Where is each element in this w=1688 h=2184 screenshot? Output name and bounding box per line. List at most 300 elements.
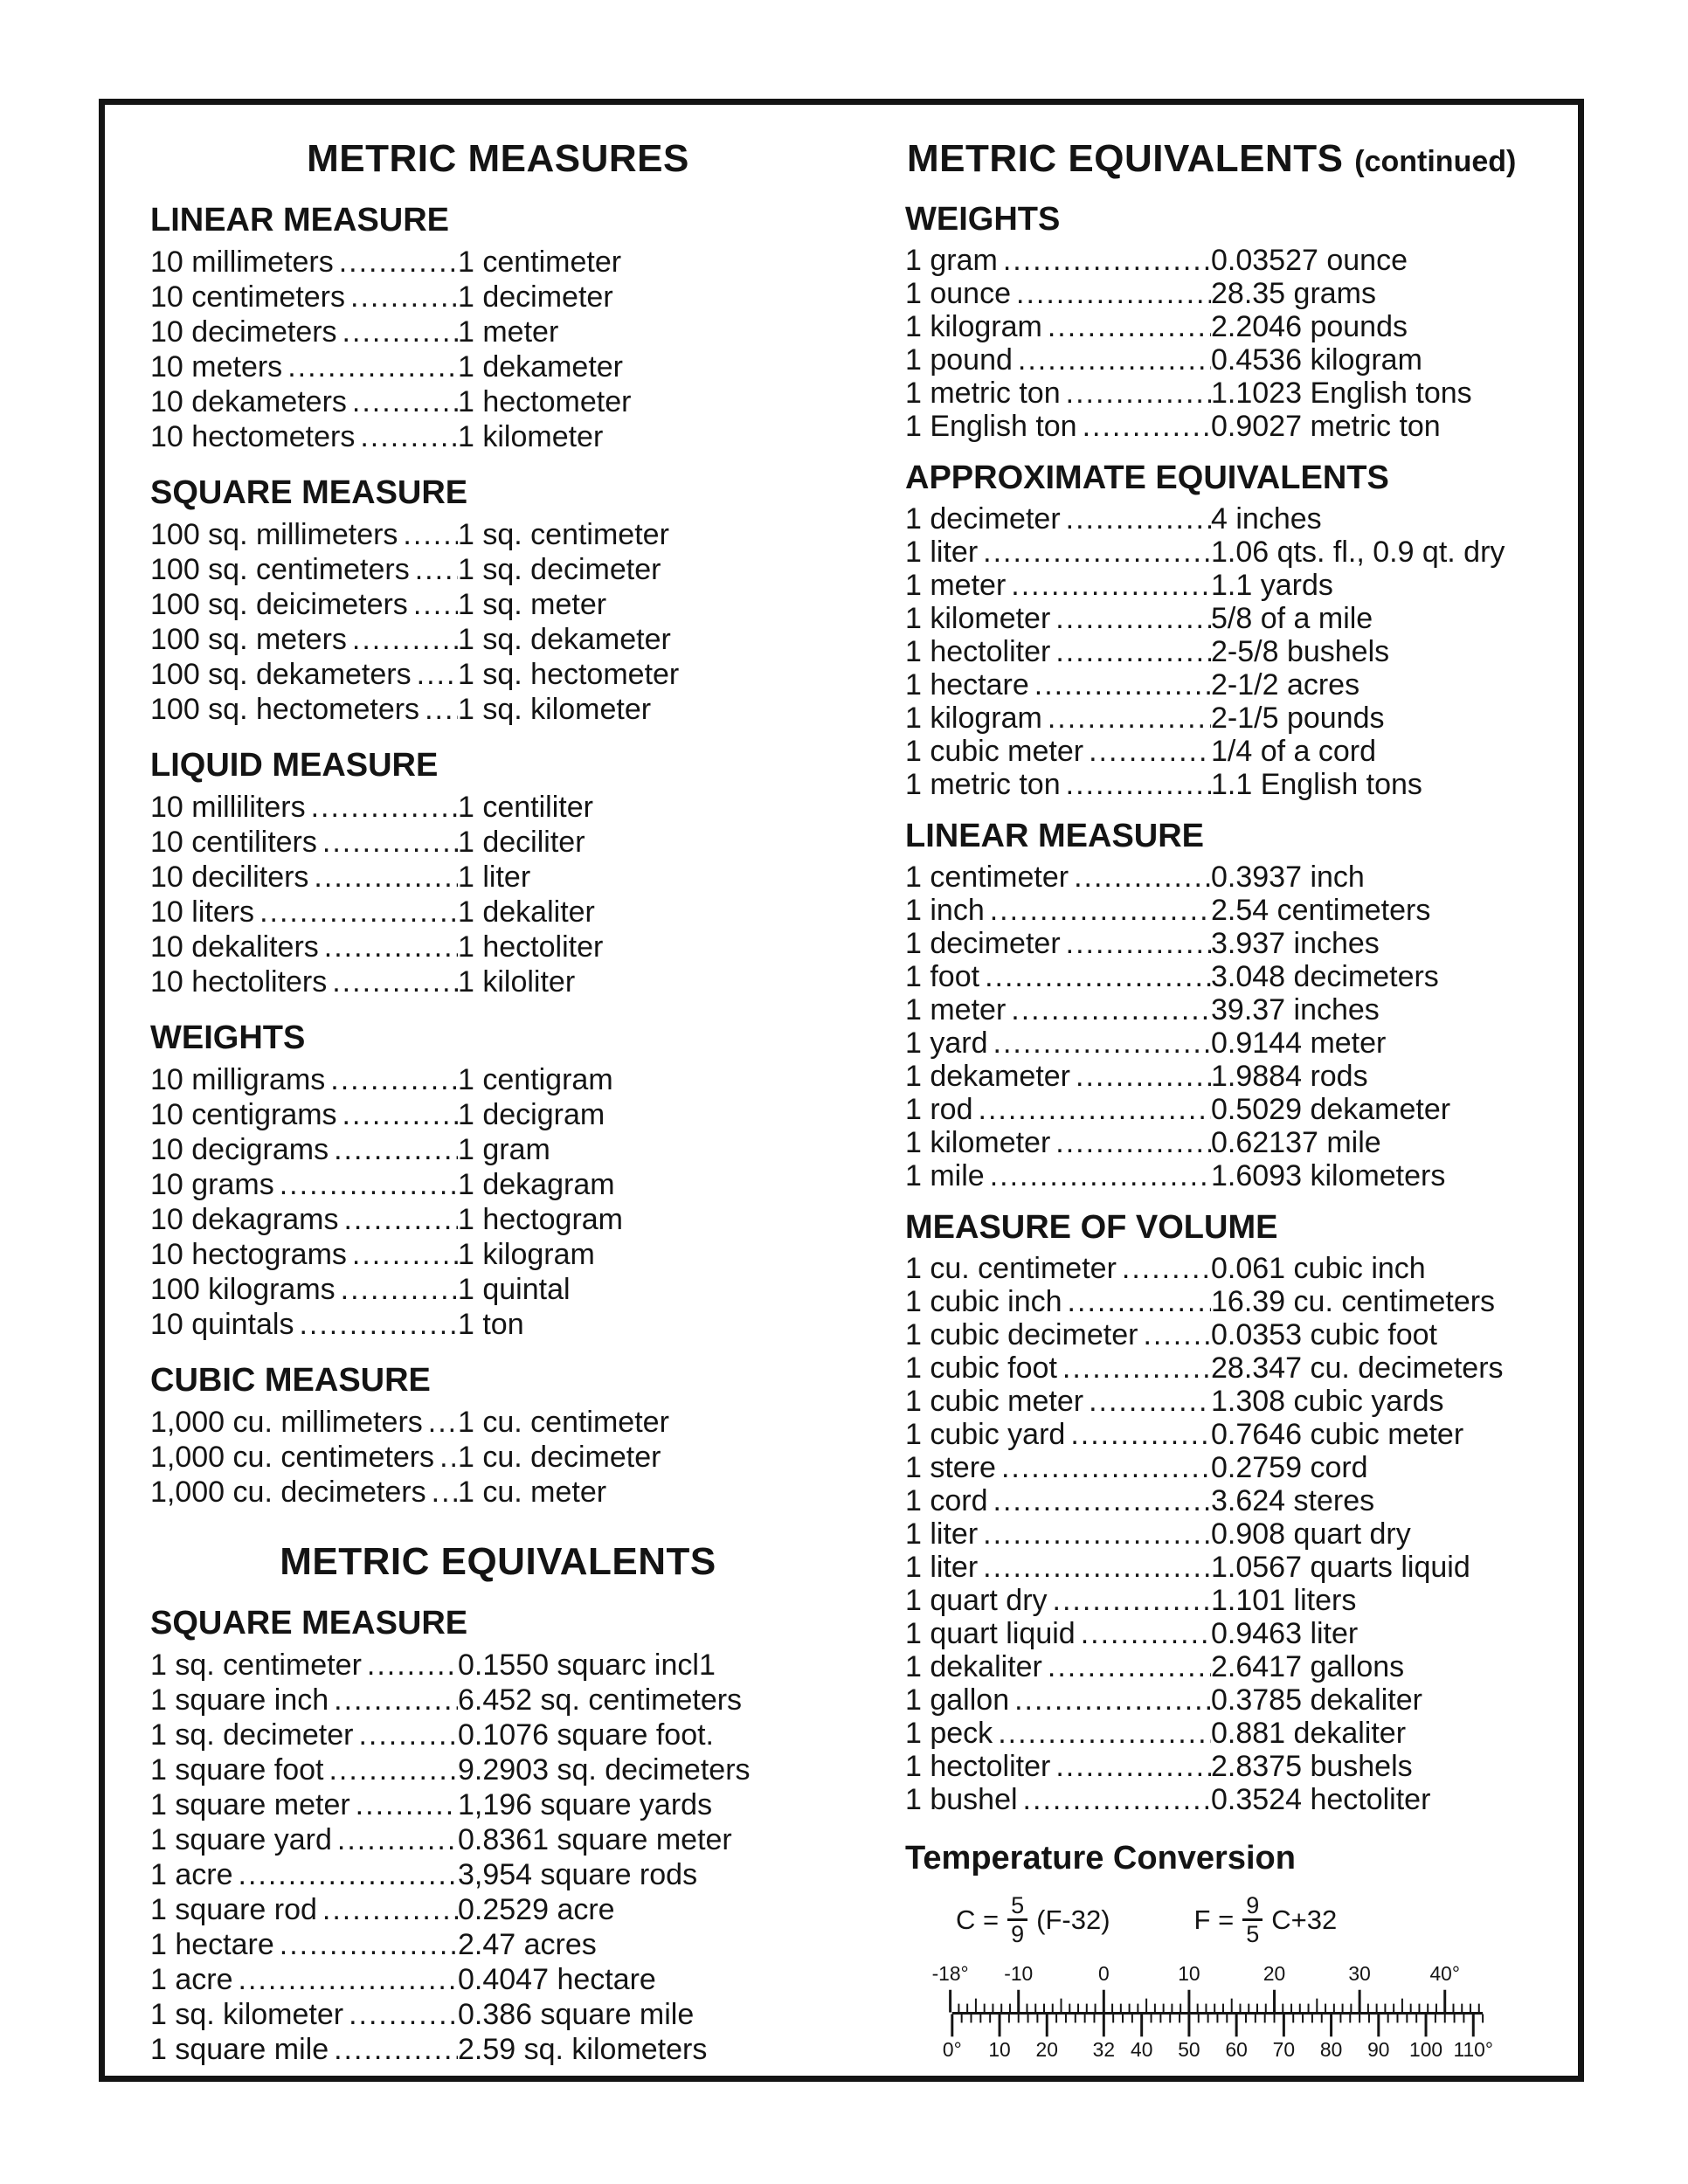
measure-label: 10 decimeters bbox=[150, 315, 337, 349]
measure-value: 1 kilogram bbox=[458, 1238, 595, 1271]
dot-leader bbox=[1055, 1750, 1211, 1783]
svg-text:50: 50 bbox=[1178, 2037, 1200, 2061]
measure-label: 1 pound bbox=[905, 343, 1013, 377]
dot-leader bbox=[1070, 1418, 1211, 1451]
measure-row bbox=[150, 1683, 846, 1717]
measure-value: 3.048 decimeters bbox=[1211, 960, 1439, 993]
measure-label-zone bbox=[150, 552, 458, 587]
measure-label-zone bbox=[905, 1159, 1211, 1192]
measure-label-zone bbox=[905, 635, 1211, 668]
measure-label: 1 mile bbox=[905, 1159, 985, 1192]
fahrenheit-formula-fraction bbox=[1242, 1893, 1263, 1947]
measure-value: 1 dekaliter bbox=[458, 895, 595, 929]
measure-label: 1 cubic inch bbox=[905, 1285, 1062, 1318]
measure-label: 1 kilometer bbox=[905, 1126, 1051, 1159]
measure-label: 1 dekaliter bbox=[905, 1650, 1042, 1683]
measure-label-zone bbox=[150, 1132, 458, 1167]
dot-leader bbox=[1122, 1252, 1211, 1285]
measure-row bbox=[150, 1307, 846, 1342]
measure-label-zone bbox=[150, 314, 458, 349]
dot-leader bbox=[1053, 1584, 1211, 1617]
measure-label: 1 sq. kilometer bbox=[150, 1998, 344, 2031]
measure-value: 3,954 square rods bbox=[458, 1858, 698, 1891]
dot-leader bbox=[1083, 410, 1211, 443]
measure-value: 1 hectogram bbox=[458, 1203, 623, 1236]
measure-label: 10 decigrams bbox=[150, 1133, 329, 1166]
measure-label: 10 milligrams bbox=[150, 1063, 326, 1096]
dot-leader bbox=[1055, 635, 1211, 668]
dot-leader bbox=[339, 245, 458, 280]
measure-row bbox=[150, 790, 846, 825]
measure-row bbox=[905, 1126, 1585, 1159]
dot-leader bbox=[332, 964, 458, 999]
measure-label-zone bbox=[150, 1475, 458, 1510]
temperature-formulas bbox=[956, 1893, 1585, 1947]
metric-equivalents-continued-title bbox=[907, 136, 1585, 184]
measure-label: 1 liter bbox=[905, 1551, 979, 1584]
measure-label-zone bbox=[150, 1237, 458, 1272]
metric-equivalents-continued-text: METRIC EQUIVALENTS bbox=[907, 137, 1344, 180]
measure-label: 1 square yard bbox=[150, 1823, 332, 1856]
measure-value: 0.5029 dekameter bbox=[1211, 1093, 1451, 1126]
measure-value: 0.4536 kilogram bbox=[1211, 343, 1422, 377]
measure-value: 2.59 sq. kilometers bbox=[458, 2033, 708, 2066]
svg-text:60: 60 bbox=[1225, 2037, 1248, 2061]
square-measure-rows bbox=[150, 517, 846, 727]
measure-label: 10 dekameters bbox=[150, 385, 347, 418]
measure-label-zone bbox=[905, 536, 1211, 569]
measure-value: 1.0567 quarts liquid bbox=[1211, 1551, 1470, 1584]
dot-leader bbox=[1048, 310, 1211, 343]
measure-label-zone bbox=[905, 1385, 1211, 1418]
measure-label: 100 sq. hectometers bbox=[150, 693, 420, 726]
measure-of-volume-rows bbox=[905, 1252, 1585, 1816]
weights-equivalents-rows bbox=[905, 244, 1585, 443]
measure-label-zone bbox=[150, 1752, 458, 1787]
measure-row bbox=[150, 1927, 846, 1962]
measure-label-zone bbox=[905, 410, 1211, 443]
measure-label: 1 dekameter bbox=[905, 1060, 1070, 1093]
dot-leader bbox=[1066, 768, 1211, 801]
measure-label-zone bbox=[150, 1440, 458, 1475]
heading-linear-measure: LINEAR MEASURE bbox=[150, 202, 450, 238]
svg-text:110°: 110° bbox=[1453, 2037, 1494, 2061]
heading-liquid-measure: LIQUID MEASURE bbox=[150, 747, 439, 784]
measure-value: 0.9027 metric ton bbox=[1211, 410, 1441, 443]
measure-label-zone bbox=[905, 1584, 1211, 1617]
liquid-measure-rows bbox=[150, 790, 846, 999]
measure-row bbox=[905, 410, 1585, 443]
measure-row bbox=[905, 1318, 1585, 1351]
measure-label-zone bbox=[905, 1783, 1211, 1816]
measure-label: 1 square inch bbox=[150, 1683, 329, 1717]
measure-row bbox=[150, 1822, 846, 1857]
measure-label-zone bbox=[905, 668, 1211, 702]
measure-label-zone bbox=[150, 1167, 458, 1202]
svg-text:-10: -10 bbox=[1004, 1961, 1034, 1985]
dot-leader bbox=[403, 517, 458, 552]
measure-label-zone bbox=[905, 1551, 1211, 1584]
celsius-formula-fraction bbox=[1007, 1893, 1027, 1947]
dot-leader bbox=[1076, 1060, 1211, 1093]
measure-label-zone bbox=[150, 930, 458, 964]
dot-leader bbox=[1066, 377, 1211, 410]
measure-label-zone bbox=[150, 1648, 458, 1683]
measure-value: 1 decimeter bbox=[458, 280, 613, 314]
measure-label-zone bbox=[150, 895, 458, 930]
dot-leader bbox=[1066, 927, 1211, 960]
measure-label-zone bbox=[150, 2032, 458, 2067]
measure-label: 10 hectoliters bbox=[150, 965, 328, 999]
measure-row bbox=[905, 1517, 1585, 1551]
measure-row bbox=[905, 1418, 1585, 1451]
measure-label: 100 sq. centimeters bbox=[150, 553, 410, 586]
measure-label: 10 deciliters bbox=[150, 860, 309, 894]
svg-text:100: 100 bbox=[1409, 2037, 1443, 2061]
measure-value: 0.1076 square foot. bbox=[458, 1718, 715, 1752]
fahrenheit-formula-rhs: C+32 bbox=[1271, 1904, 1338, 1935]
measure-row bbox=[150, 280, 846, 314]
measure-row bbox=[150, 860, 846, 895]
measure-value: 0.2759 cord bbox=[1211, 1451, 1368, 1484]
measure-label: 100 kilograms bbox=[150, 1273, 336, 1306]
measure-label: 1 centimeter bbox=[905, 860, 1069, 894]
measure-row bbox=[905, 1060, 1585, 1093]
measure-value: 1.06 qts. fl., 0.9 qt. dry bbox=[1211, 536, 1505, 569]
measure-label: 1 gram bbox=[905, 244, 998, 277]
measure-label: 1 metric ton bbox=[905, 377, 1061, 410]
dot-leader bbox=[417, 657, 458, 692]
measure-row bbox=[150, 1717, 846, 1752]
dot-leader bbox=[337, 1822, 458, 1857]
svg-text:70: 70 bbox=[1272, 2037, 1296, 2061]
linear-measure-rows bbox=[150, 245, 846, 454]
measure-value: 0.8361 square meter bbox=[458, 1823, 732, 1856]
page-frame bbox=[99, 99, 1584, 2082]
measure-label: 1 square mile bbox=[150, 2033, 329, 2066]
measure-label-zone bbox=[905, 1451, 1211, 1484]
measure-label: 1 hectoliter bbox=[905, 1750, 1051, 1783]
measure-label-zone bbox=[905, 1026, 1211, 1060]
measure-label: 1 cubic meter bbox=[905, 1385, 1084, 1418]
measure-value: 2-5/8 bushels bbox=[1211, 635, 1390, 668]
measure-value: 3.624 steres bbox=[1211, 1484, 1375, 1517]
measure-value: 1 decigram bbox=[458, 1098, 605, 1131]
measure-value: 0.386 square mile bbox=[458, 1998, 695, 2031]
dot-leader bbox=[1055, 602, 1211, 635]
measure-row bbox=[905, 244, 1585, 277]
measure-row bbox=[150, 1405, 846, 1440]
measure-value: 1 quintal bbox=[458, 1273, 571, 1306]
measure-label: 1 hectoliter bbox=[905, 635, 1051, 668]
measure-value: 1.308 cubic yards bbox=[1211, 1385, 1444, 1418]
measure-label: 1 cubic decimeter bbox=[905, 1318, 1138, 1351]
svg-text:40: 40 bbox=[1131, 2037, 1153, 2061]
dot-leader bbox=[1089, 1385, 1211, 1418]
measure-value: 0.9144 meter bbox=[1211, 1026, 1387, 1060]
measure-value: 0.4047 hectare bbox=[458, 1963, 656, 1996]
dot-leader bbox=[341, 1272, 458, 1307]
fahrenheit-formula bbox=[1194, 1893, 1338, 1947]
dot-leader bbox=[1143, 1318, 1211, 1351]
dot-leader bbox=[1011, 993, 1211, 1026]
measure-value: 1 sq. centimeter bbox=[458, 518, 669, 551]
measure-row bbox=[905, 993, 1585, 1026]
measure-label: 100 sq. deicimeters bbox=[150, 588, 408, 621]
measure-label-zone bbox=[905, 735, 1211, 768]
measure-label: 1 metric ton bbox=[905, 768, 1061, 801]
measure-label-zone bbox=[150, 1822, 458, 1857]
measure-value: 1 ton bbox=[458, 1308, 524, 1341]
measure-row bbox=[150, 2032, 846, 2067]
measure-row bbox=[150, 517, 846, 552]
measure-label-zone bbox=[150, 622, 458, 657]
measure-row bbox=[150, 1857, 846, 1892]
heading-approximate-equivalents: APPROXIMATE EQUIVALENTS bbox=[905, 460, 1389, 496]
measure-label-zone bbox=[905, 1351, 1211, 1385]
measure-value: 1 centimeter bbox=[458, 245, 622, 279]
metric-equivalents-title: METRIC EQUIVALENTS bbox=[280, 1540, 716, 1583]
measure-label-zone bbox=[150, 1857, 458, 1892]
measure-label-zone bbox=[150, 1892, 458, 1927]
measure-row bbox=[905, 702, 1585, 735]
dot-leader bbox=[425, 692, 458, 727]
measure-row bbox=[905, 377, 1585, 410]
measure-label: 10 hectograms bbox=[150, 1238, 347, 1271]
measure-label: 1 inch bbox=[905, 894, 985, 927]
heading-linear-measure-equivalents: LINEAR MEASURE bbox=[905, 818, 1205, 854]
svg-text:-18°: -18° bbox=[931, 1961, 969, 1985]
measure-value: 39.37 inches bbox=[1211, 993, 1380, 1026]
measure-label-zone bbox=[150, 657, 458, 692]
measure-value: 1 centigram bbox=[458, 1063, 613, 1096]
dot-leader bbox=[983, 1551, 1211, 1584]
measure-row bbox=[905, 1351, 1585, 1385]
measure-value: 1 kiloliter bbox=[458, 965, 576, 999]
measure-row bbox=[150, 419, 846, 454]
column-left bbox=[150, 105, 846, 2067]
measure-row bbox=[905, 635, 1585, 668]
measure-label: 1 stere bbox=[905, 1451, 996, 1484]
dot-leader bbox=[1074, 860, 1211, 894]
dot-leader bbox=[334, 2032, 458, 2067]
measure-label: 10 centigrams bbox=[150, 1098, 337, 1131]
measure-row bbox=[150, 692, 846, 727]
heading-square-measure: SQUARE MEASURE bbox=[150, 474, 468, 511]
dot-leader bbox=[979, 1093, 1212, 1126]
measure-value: 0.9463 liter bbox=[1211, 1617, 1359, 1650]
measure-label-zone bbox=[905, 1318, 1211, 1351]
celsius-formula bbox=[956, 1893, 1110, 1947]
fraction-numerator: 9 bbox=[1246, 1892, 1260, 1918]
measure-label: 1 sq. centimeter bbox=[150, 1648, 362, 1682]
measure-label-zone bbox=[150, 419, 458, 454]
measure-label: 1 sq. decimeter bbox=[150, 1718, 354, 1752]
measure-label-zone bbox=[905, 1484, 1211, 1517]
dot-leader bbox=[1018, 343, 1211, 377]
dot-leader bbox=[342, 314, 458, 349]
measure-label: 10 millimeters bbox=[150, 245, 334, 279]
dot-leader bbox=[990, 1159, 1211, 1192]
measure-row bbox=[150, 1132, 846, 1167]
measure-row bbox=[150, 1202, 846, 1237]
measure-value: 0.0353 cubic foot bbox=[1211, 1318, 1437, 1351]
measure-row bbox=[905, 960, 1585, 993]
heading-measure-of-volume: MEASURE OF VOLUME bbox=[905, 1209, 1278, 1246]
measure-label: 1 liter bbox=[905, 1517, 979, 1551]
measure-label-zone bbox=[905, 502, 1211, 536]
measure-value: 1.6093 kilometers bbox=[1211, 1159, 1446, 1192]
measure-label-zone bbox=[150, 790, 458, 825]
dot-leader bbox=[358, 1717, 458, 1752]
measure-value: 1 sq. kilometer bbox=[458, 693, 652, 726]
measure-row bbox=[905, 1026, 1585, 1060]
dot-leader bbox=[993, 1484, 1212, 1517]
measure-value: 1 hectoliter bbox=[458, 930, 604, 964]
measure-label-zone bbox=[150, 517, 458, 552]
measure-label-zone bbox=[905, 702, 1211, 735]
dot-leader bbox=[349, 1997, 458, 2032]
dot-leader bbox=[1081, 1617, 1211, 1650]
dot-leader bbox=[287, 349, 458, 384]
measure-row bbox=[150, 1648, 846, 1683]
dot-leader bbox=[322, 825, 458, 860]
measure-value: 0.03527 ounce bbox=[1211, 244, 1408, 277]
measure-label: 1 cubic foot bbox=[905, 1351, 1057, 1385]
measure-label-zone bbox=[150, 1997, 458, 2032]
measure-row bbox=[905, 1159, 1585, 1192]
measure-row bbox=[905, 668, 1585, 702]
measure-label: 10 dekaliters bbox=[150, 930, 319, 964]
measure-row bbox=[905, 768, 1585, 801]
measure-label: 1 quart liquid bbox=[905, 1617, 1076, 1650]
measure-value: 1 gram bbox=[458, 1133, 550, 1166]
measure-row bbox=[150, 1752, 846, 1787]
dot-leader bbox=[352, 384, 458, 419]
measure-row bbox=[905, 502, 1585, 536]
dot-leader bbox=[280, 1927, 458, 1962]
measure-label-zone bbox=[905, 1252, 1211, 1285]
measure-label: 1 kilometer bbox=[905, 602, 1051, 635]
measure-row bbox=[905, 735, 1585, 768]
measure-row bbox=[905, 1650, 1585, 1683]
measure-label: 1 peck bbox=[905, 1717, 993, 1750]
measure-label: 1 meter bbox=[905, 993, 1007, 1026]
continued-suffix: (continued) bbox=[1354, 145, 1517, 178]
celsius-formula-rhs: (F-32) bbox=[1036, 1904, 1110, 1935]
svg-text:20: 20 bbox=[1263, 1961, 1286, 1985]
measure-label-zone bbox=[905, 310, 1211, 343]
measure-label-zone bbox=[150, 1097, 458, 1132]
measure-label: 1 English ton bbox=[905, 410, 1077, 443]
measure-label: 10 grams bbox=[150, 1168, 274, 1201]
measure-label-zone bbox=[905, 343, 1211, 377]
measure-label: 10 hectometers bbox=[150, 420, 356, 453]
dot-leader bbox=[993, 1026, 1212, 1060]
measure-label-zone bbox=[905, 244, 1211, 277]
measure-label-zone bbox=[150, 964, 458, 999]
measure-row bbox=[905, 1252, 1585, 1285]
dot-leader bbox=[1066, 502, 1211, 536]
svg-text:30: 30 bbox=[1348, 1961, 1371, 1985]
measure-row bbox=[150, 1475, 846, 1510]
measure-label-zone bbox=[150, 1787, 458, 1822]
measure-row bbox=[150, 552, 846, 587]
measure-value: 5/8 of a mile bbox=[1211, 602, 1373, 635]
temperature-scale-svg bbox=[926, 1959, 1498, 2062]
dot-leader bbox=[983, 536, 1211, 569]
measure-label-zone bbox=[905, 993, 1211, 1026]
measure-row bbox=[150, 622, 846, 657]
measure-label: 1,000 cu. millimeters bbox=[150, 1406, 423, 1439]
measure-label-zone bbox=[905, 1093, 1211, 1126]
measure-label: 1 cubic meter bbox=[905, 735, 1084, 768]
measure-row bbox=[905, 277, 1585, 310]
svg-text:40°: 40° bbox=[1429, 1961, 1460, 1985]
measure-value: 2-1/2 acres bbox=[1211, 668, 1360, 702]
measure-row bbox=[905, 310, 1585, 343]
dot-leader bbox=[239, 1857, 459, 1892]
dot-leader bbox=[350, 280, 458, 314]
dot-leader bbox=[1068, 1285, 1211, 1318]
measure-value: 4 inches bbox=[1211, 502, 1322, 536]
measure-row bbox=[905, 1451, 1585, 1484]
dot-leader bbox=[239, 1962, 459, 1997]
measure-row bbox=[150, 1097, 846, 1132]
measure-label: 1 decimeter bbox=[905, 927, 1061, 960]
measure-value: 0.3937 inch bbox=[1211, 860, 1365, 894]
fahrenheit-formula-lhs: F = bbox=[1193, 1904, 1235, 1935]
measure-value: 1 dekagram bbox=[458, 1168, 615, 1201]
measure-label: 1 yard bbox=[905, 1026, 988, 1060]
measure-row bbox=[150, 895, 846, 930]
measure-value: 2-1/5 pounds bbox=[1211, 702, 1385, 735]
measure-label: 10 quintals bbox=[150, 1308, 294, 1341]
dot-leader bbox=[428, 1405, 458, 1440]
measure-value: 0.7646 cubic meter bbox=[1211, 1418, 1464, 1451]
measure-label-zone bbox=[150, 1062, 458, 1097]
measure-value: 1 liter bbox=[458, 860, 531, 894]
measure-row bbox=[150, 349, 846, 384]
measure-row bbox=[150, 1440, 846, 1475]
fraction-denominator: 9 bbox=[1007, 1918, 1027, 1946]
measure-row bbox=[150, 1997, 846, 2032]
measure-label: 1 square rod bbox=[150, 1893, 317, 1926]
measure-row bbox=[150, 1892, 846, 1927]
dot-leader bbox=[311, 790, 458, 825]
svg-text:32: 32 bbox=[1092, 2037, 1116, 2061]
measure-label: 10 centimeters bbox=[150, 280, 345, 314]
svg-text:10: 10 bbox=[1178, 1961, 1200, 1985]
measure-row bbox=[905, 1717, 1585, 1750]
measure-label-zone bbox=[905, 1517, 1211, 1551]
measure-value: 0.3524 hectoliter bbox=[1211, 1783, 1431, 1816]
measure-label-zone bbox=[150, 692, 458, 727]
dot-leader bbox=[259, 895, 458, 930]
measure-value: 1.1 yards bbox=[1211, 569, 1333, 602]
measure-label-zone bbox=[905, 1126, 1211, 1159]
measure-label: 100 sq. millimeters bbox=[150, 518, 398, 551]
dot-leader bbox=[334, 1683, 458, 1717]
measure-value: 0.1550 squarc incl1 bbox=[458, 1648, 716, 1682]
dot-leader bbox=[415, 552, 458, 587]
measure-value: 1 cu. decimeter bbox=[458, 1441, 661, 1474]
measure-row bbox=[905, 1551, 1585, 1584]
dot-leader bbox=[1048, 1650, 1211, 1683]
svg-text:0: 0 bbox=[1097, 1961, 1110, 1985]
measure-label: 1,000 cu. decimeters bbox=[150, 1476, 426, 1509]
dot-leader bbox=[343, 1202, 458, 1237]
